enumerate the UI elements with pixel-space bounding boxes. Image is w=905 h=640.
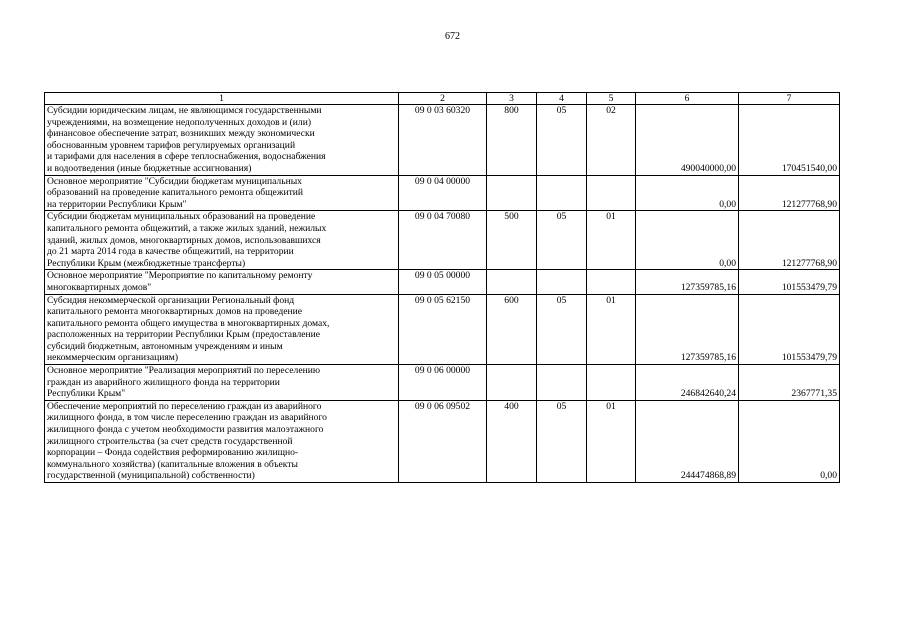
section-cell: 05	[537, 211, 587, 270]
header-cell: 4	[537, 93, 587, 105]
subsection-cell: 01	[587, 294, 636, 365]
expense-name-line: капитального ремонта общего имущества в многоквартирных домах,	[47, 317, 330, 329]
expense-name-cell	[45, 294, 399, 365]
expense-name-line: капитального ремонта многоквартирных домов на проведение	[47, 306, 303, 318]
expense-name-line: капитального ремонта общежитий, а также жилых зданий, нежилых	[47, 222, 327, 234]
header-cell: 6	[636, 93, 739, 105]
amount-col7-cell: 121277768,90	[739, 211, 840, 270]
expense-name-line: Основное мероприятие "Мероприятие по капитальному ремонту	[47, 270, 313, 282]
expense-name-cell	[45, 365, 399, 401]
budget-code-cell: 09 0 03 60320	[399, 105, 487, 176]
header-cell: 3	[487, 93, 537, 105]
section-cell: 05	[537, 294, 587, 365]
expense-name-line: Республики Крым (межбюджетные трансферты)	[47, 257, 246, 269]
table-header-row	[45, 93, 840, 105]
expense-name-line: Субсидии бюджетам муниципальных образований на проведение	[47, 211, 316, 223]
subsection-cell: 02	[587, 105, 636, 176]
expense-type-cell: 800	[487, 105, 537, 176]
amount-col7-cell: 2367771,35	[739, 365, 840, 401]
expense-name-line: образований на проведение капитального ремонта общежитий	[47, 187, 304, 199]
section-cell	[537, 365, 587, 401]
header-cell: 7	[739, 93, 840, 105]
header-cell: 1	[45, 93, 399, 105]
expense-name-line: зданий, жилых домов, многоквартирных домов, использовавшихся	[47, 234, 321, 246]
subsection-cell	[587, 175, 636, 211]
expense-name-line: граждан из аварийного жилищного фонда на территории	[47, 376, 280, 388]
subsection-cell	[587, 365, 636, 401]
expense-name-line: жилищного фонда с учетом необходимости развития малоэтажного	[47, 424, 324, 436]
budget-code-cell: 09 0 04 00000	[399, 175, 487, 211]
amount-col6-cell: 246842640,24	[636, 365, 739, 401]
header-cell: 2	[399, 93, 487, 105]
budget-code-cell: 09 0 04 70080	[399, 211, 487, 270]
amount-col6-cell: 0,00	[636, 211, 739, 270]
expense-name-line: многоквартирных домов"	[47, 281, 152, 293]
expense-name-line: Республики Крым"	[47, 388, 126, 400]
budget-table	[44, 92, 840, 483]
amount-col6-cell: 490040000,00	[636, 105, 739, 176]
table-row	[45, 294, 840, 365]
table-row	[45, 175, 840, 211]
section-cell: 05	[537, 400, 587, 482]
expense-name-line: жилищного фонда, в том числе переселению граждан из аварийного	[47, 412, 327, 424]
expense-name-line: Обеспечение мероприятий по переселению граждан из аварийного	[47, 400, 322, 412]
section-cell	[537, 175, 587, 211]
budget-code-cell: 09 0 06 09502	[399, 400, 487, 482]
amount-col7-cell: 0,00	[739, 400, 840, 482]
amount-col7-cell: 121277768,90	[739, 175, 840, 211]
expense-name-line: жилищного строительства (за счет средств государственной	[47, 435, 293, 447]
expense-type-cell: 500	[487, 211, 537, 270]
header-cell: 5	[587, 93, 636, 105]
expense-name-line: на территории Республики Крым"	[47, 198, 187, 210]
expense-name-cell	[45, 400, 399, 482]
amount-col7-cell: 101553479,79	[739, 270, 840, 294]
expense-name-cell	[45, 270, 399, 294]
expense-name-line: государственной (муниципальной) собственности)	[47, 470, 255, 482]
expense-name-line: обоснованным уровнем тарифов регулируемых организаций	[47, 139, 296, 151]
subsection-cell: 01	[587, 211, 636, 270]
expense-name-line: Основное мероприятие "Субсидии бюджетам муниципальных	[47, 175, 302, 187]
amount-col7-cell: 170451540,00	[739, 105, 840, 176]
amount-col7-cell: 101553479,79	[739, 294, 840, 365]
expense-name-cell	[45, 105, 399, 176]
budget-code-cell: 09 0 05 62150	[399, 294, 487, 365]
expense-name-line: Основное мероприятие "Реализация мероприятий по переселению	[47, 365, 321, 377]
expense-name-line: коммунального хозяйства) (капитальные вложения в объекты	[47, 458, 298, 470]
expense-type-cell	[487, 175, 537, 211]
amount-col6-cell: 127359785,16	[636, 294, 739, 365]
table-row	[45, 211, 840, 270]
expense-name-line: Субсидии юридическим лицам, не являющимся государственными	[47, 105, 322, 116]
expense-name-line: корпорации – Фонда содействия реформированию жилищно-	[47, 447, 299, 459]
expense-name-cell	[45, 175, 399, 211]
expense-type-cell: 400	[487, 400, 537, 482]
amount-col6-cell: 244474868,89	[636, 400, 739, 482]
expense-name-line: Субсидия некоммерческой организации Региональный фонд	[47, 294, 295, 306]
expense-name-cell	[45, 211, 399, 270]
amount-col6-cell: 0,00	[636, 175, 739, 211]
expense-name-line: некоммерческим организациям)	[47, 352, 179, 364]
expense-name-line: учреждениями, на возмещение недополученных доходов и (или)	[47, 116, 312, 128]
subsection-cell	[587, 270, 636, 294]
amount-col6-cell: 127359785,16	[636, 270, 739, 294]
table-row	[45, 365, 840, 401]
budget-code-cell: 09 0 06 00000	[399, 365, 487, 401]
expense-name-line: и тарифами для населения в сфере теплоснабжения, водоснабжения	[47, 151, 326, 163]
table-row	[45, 400, 840, 482]
expense-name-line: субсидий бюджетным, автономным учреждениям и иным	[47, 340, 283, 352]
expense-type-cell	[487, 365, 537, 401]
page-number: 672	[445, 31, 460, 42]
expense-name-line: расположенных на территории Республики Крым (предоставление	[47, 329, 321, 341]
table-row	[45, 270, 840, 294]
budget-code-cell: 09 0 05 00000	[399, 270, 487, 294]
expense-type-cell: 600	[487, 294, 537, 365]
expense-name-line: и водоотведения (иные бюджетные ассигнования)	[47, 162, 252, 174]
section-cell	[537, 270, 587, 294]
subsection-cell: 01	[587, 400, 636, 482]
section-cell: 05	[537, 105, 587, 176]
expense-name-line: финансовое обеспечение затрат, возникших между экономически	[47, 128, 315, 140]
table-row	[45, 105, 840, 176]
expense-name-line: до 21 марта 2014 года в качестве общежитий, на территории	[47, 246, 294, 258]
expense-type-cell	[487, 270, 537, 294]
